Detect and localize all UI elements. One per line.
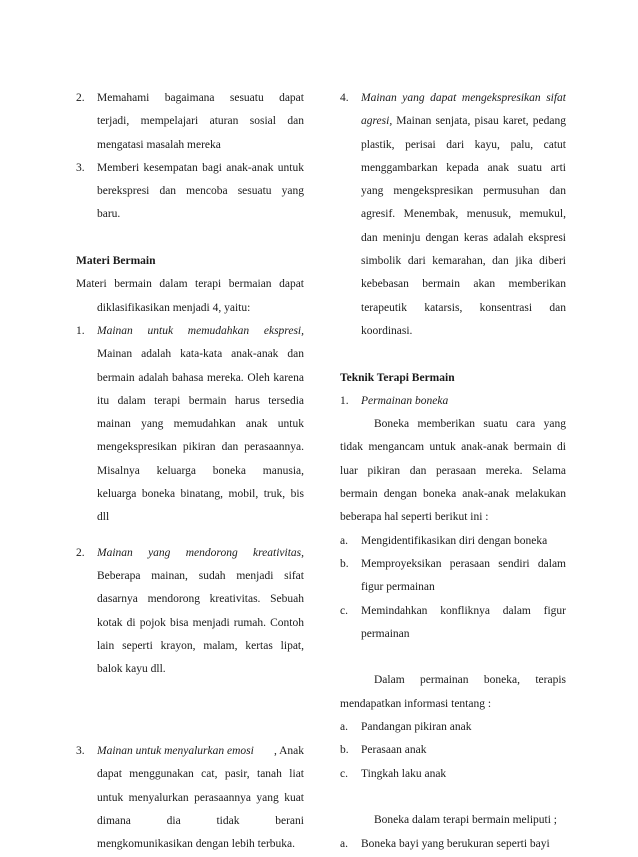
paragraph-line: dasarnya mendorong kreativitas. Sebuah <box>97 593 304 606</box>
item-title: Mainan untuk memudahkan ekspresi, <box>97 324 304 337</box>
paragraph-line: dapat menggunakan cat, pasir, tanah liat <box>97 768 304 781</box>
paragraph-line: agresif. Menembak, menusuk, memukul, <box>361 208 566 221</box>
paragraph-line: luar pikiran dan perasaan mereka. Selama <box>340 464 566 477</box>
list-text-line: Pandangan pikiran anak <box>361 721 472 734</box>
boneka-item-a <box>340 833 566 856</box>
list-text-line: figur permainan <box>361 581 435 594</box>
list-text-line: Tingkah laku anak <box>361 767 447 780</box>
materi-item-1 <box>76 320 304 343</box>
info-item-c <box>340 763 566 786</box>
list-text-line: permainan <box>361 627 410 640</box>
left-column <box>76 87 304 857</box>
list-text-line: Mengidentifikasikan diri dengan boneka <box>361 534 548 547</box>
materi-item-2 <box>76 542 304 565</box>
list-item-c <box>340 600 566 623</box>
item-title-cont: agresi, <box>361 115 393 128</box>
paragraph-line: balok kayu dll. <box>97 663 166 676</box>
list-item-b <box>340 553 566 576</box>
list-letter: c. <box>340 604 348 617</box>
paragraph-line: dan meninju dengan keras adalah ekspresi <box>361 231 566 244</box>
paragraph-line: kebebasan bermain akan memberikan <box>361 278 566 291</box>
item-title: Mainan untuk menyalurkan emosi <box>97 745 254 758</box>
list-text-line: baru. <box>97 208 121 221</box>
paragraph-line: diklasifikasikan menjadi 4, yaitu: <box>97 301 251 314</box>
paragraph-line: Misalnya keluarga boneka manusia, <box>97 464 304 477</box>
list-text-line: terjadi, mempelajari aturan sosial dan <box>97 115 304 128</box>
paragraph-line: mengkomunikasikan dengan lebih terbuka. <box>97 838 296 851</box>
list-number: 2. <box>76 546 85 559</box>
section-heading-teknik: Teknik Terapi Bermain <box>340 371 455 384</box>
list-text-line: Boneka bayi yang berukuran seperti bayi <box>361 837 550 850</box>
list-letter: a. <box>340 534 348 547</box>
teknik-item-1 <box>340 390 566 413</box>
paragraph-line: Boneka memberikan suatu cara yang <box>374 418 566 431</box>
paragraph-line: Materi bermain dalam terapi bermaian dapat <box>76 278 304 291</box>
list-number: 1. <box>76 324 85 337</box>
paragraph-line: Beberapa mainan, sudah menjadi sifat <box>97 569 304 582</box>
info-item-a <box>340 716 566 739</box>
list-letter: a. <box>340 837 348 850</box>
paragraph-line: Mainan adalah kata-kata anak-anak dan <box>97 348 304 361</box>
list-text-line: Memindahkan konfliknya dalam figur <box>361 604 566 617</box>
materi-item-3 <box>76 740 304 763</box>
paragraph-line: beberapa hal seperti berikut ini : <box>340 511 489 524</box>
list-letter: a. <box>340 721 348 734</box>
paragraph-line: simbolik dari kemarahan, dan jika diberi <box>361 255 566 268</box>
list-text-line: Memahami bagaimana sesuatu dapat <box>97 92 304 104</box>
paragraph-line: yang mengekspresikan permusuhan dan <box>361 185 566 198</box>
paragraph-line: dll <box>97 511 110 524</box>
paragraph-line: lain seperti krayon, malam, kertas lipat, <box>97 639 304 652</box>
paragraph-line: keluarga boneka binatang, mobil, truk, bis <box>97 488 304 501</box>
list-text-line: berekspresi dan mencoba sesuatu yang <box>97 185 304 198</box>
list-number: 3. <box>76 745 85 758</box>
item-title-tail: , Anak <box>273 745 304 758</box>
paragraph-line: bermain dengan boneka anak-anak melakukan <box>340 488 566 501</box>
right-column <box>340 87 566 856</box>
list-number: 3. <box>76 161 85 174</box>
paragraph-line: mendapatkan informasi tentang : <box>340 697 492 710</box>
paragraph-line: dimana dia tidak berani <box>97 814 304 827</box>
list-text-line: Memberi kesempatan bagi anak-anak untuk <box>97 161 304 174</box>
paragraph-line: Dalam permainan boneka, terapis <box>374 674 566 687</box>
list-item-a <box>340 530 566 553</box>
item-title: Mainan yang mendorong kreativitas, <box>97 546 304 559</box>
item-title: Mainan yang dapat mengekspresikan sifat <box>361 92 566 104</box>
list-letter: b. <box>340 744 349 757</box>
list-text-line: Memproyeksikan perasaan sendiri dalam <box>361 557 566 570</box>
list-letter: b. <box>340 557 349 570</box>
list-number: 4. <box>340 92 349 104</box>
paragraph-line: itu dalam terapi bermain harus tersedia <box>97 394 304 407</box>
paragraph-line: terapeutik katarsis, konsentrasi dan <box>361 301 566 314</box>
section-heading-materi: Materi Bermain <box>76 255 156 268</box>
list-text-line: Perasaan anak <box>361 744 427 757</box>
paragraph-line: koordinasi. <box>361 324 413 337</box>
list-item-3 <box>76 157 304 180</box>
paragraph-line: bermain adalah bahasa mereka. Oleh karena <box>97 371 304 384</box>
list-text-line: mengatasi masalah mereka <box>97 138 221 151</box>
list-item-2 <box>76 87 304 110</box>
materi-item-4 <box>340 87 566 110</box>
paragraph-line: Boneka dalam terapi bermain meliputi ; <box>374 814 557 827</box>
list-number: 1. <box>340 394 349 407</box>
list-number: 2. <box>76 92 85 104</box>
paragraph-line: menggambarkan kepada anak suatu arti <box>361 161 566 174</box>
paragraph-line: Mainan senjata, pisau karet, pedang <box>392 115 566 128</box>
list-letter: c. <box>340 767 348 780</box>
info-item-b <box>340 739 566 762</box>
paragraph-line: tidak mengancam untuk anak-anak bermain di <box>340 441 566 454</box>
paragraph-line: mengekspresikan pikiran dan perasaannya. <box>97 441 304 454</box>
paragraph-line: mainan yang memudahkan anak untuk <box>97 418 304 431</box>
paragraph-line: plastik, perisai dari kayu, palu, catut <box>361 138 566 151</box>
item-title: Permainan boneka <box>361 394 449 407</box>
paragraph-line: untuk menyalurkan perasaannya yang kuat <box>97 791 304 804</box>
paragraph-line: kotak di pojok bisa menjadi rumah. Contoh <box>97 616 304 629</box>
